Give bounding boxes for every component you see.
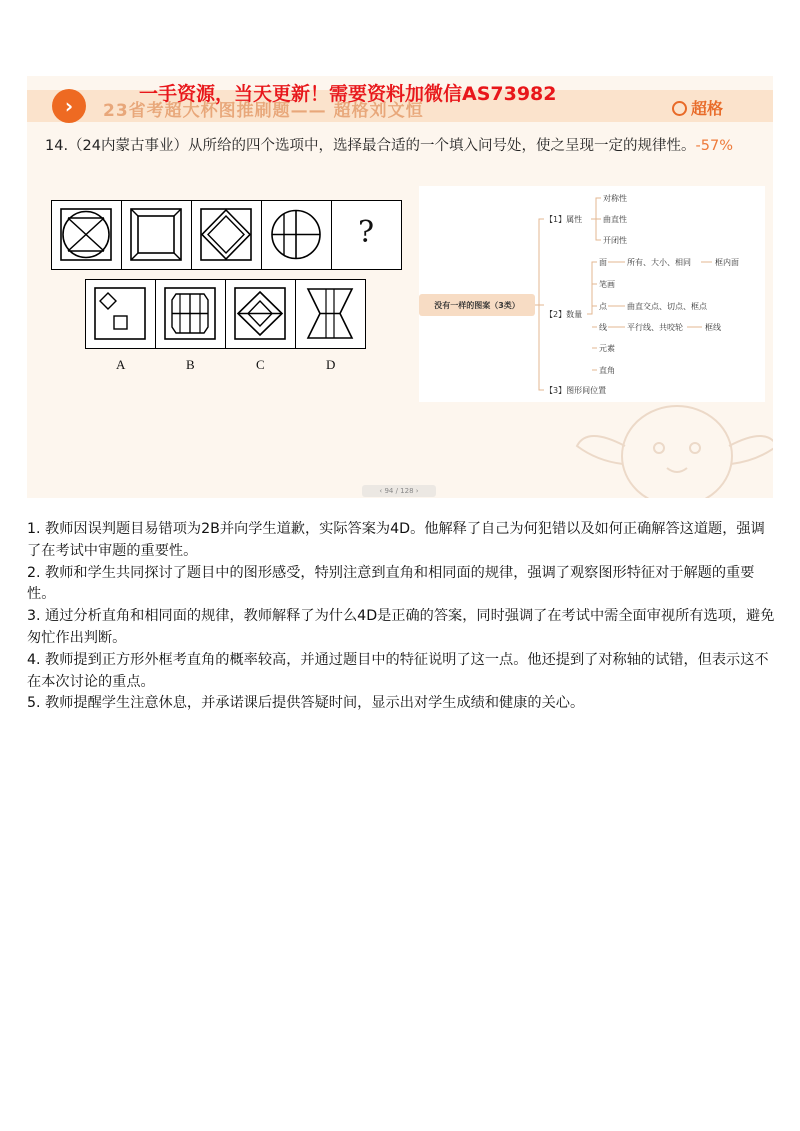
note-item: 2. 教师和学生共同探讨了题目中的图形感受，特别注意到直角和相同面的规律，强调了观察图形特征对于解题的重要性。 [27,564,755,603]
mm-item-curvature: 曲直性 [603,215,627,224]
question-body: 14.（24内蒙古事业）从所给的四个选项中，选择最合适的一个填入问号处，使之呈现一定的规律性。 [45,138,696,154]
brand-logo [672,96,723,119]
summary-notes [27,519,775,715]
option-c[interactable] [225,279,296,349]
mm-item-right-angle: 直角 [599,366,615,375]
mm-face-detail: 所有、大小、相同 [627,258,691,267]
mm-item-stroke: 笔画 [599,280,615,289]
mind-map [419,186,765,402]
figure-1-graphic [52,201,120,268]
mm-branch-quantity: 【2】数量 [545,310,583,319]
figure-2-graphic [122,201,190,268]
option-label-a: A [116,357,126,372]
option-a[interactable] [85,279,156,349]
mm-line-detail: 平行线、共咬轮 [627,323,683,332]
figure-2 [121,200,192,270]
figure-3-graphic [192,201,260,268]
mm-branch-position: 【3】图形间位置 [545,386,607,395]
question-rate: -57% [695,138,733,154]
note-item: 5. 教师提醒学生注意休息，并承诺课后提供答疑时间，显示出对学生成绩和健康的关心。 [27,695,585,712]
brand-name: 超格 [690,99,723,118]
option-a-graphic [86,280,154,347]
mm-item-symmetry: 对称性 [603,194,627,203]
mascot-watermark-icon [567,376,773,498]
note-item: 3. 通过分析直角和相同面的规律，教师解释了为什么4D是正确的答案，同时强调了在考试中需全面审视所有选项，避免匆忙作出判断。 [27,608,775,646]
option-b-graphic [156,280,224,347]
option-label-b: B [186,357,195,372]
course-title: 23省考超大杯图推刷题—— 超格刘文恒 [103,101,424,121]
option-c-graphic [226,280,294,347]
mm-branch-attribute: 【1】属性 [545,215,583,224]
mm-item-point: 点 [599,302,607,311]
page-indicator[interactable]: ‹ 94 / 128 › [362,485,436,497]
figure-1 [51,200,122,270]
mm-line-extra: 框线 [705,323,721,332]
mm-item-line: 线 [599,323,607,332]
mm-item-openness: 开闭性 [603,236,627,245]
figure-4 [261,200,332,270]
mm-item-element: 元素 [599,344,615,353]
note-item: 1. 教师因误判题目易错项为2B并向学生道歉，实际答案为4D。他解释了自己为何犯错以及如何正确解答这道题，强调了在考试中审题的重要性。 [27,521,765,559]
option-label-d: D [326,357,336,372]
watermark-text: 一手资源，当天更新！需要资料加微信AS73982 [139,83,557,105]
slide-screenshot [27,76,773,498]
option-label-c: C [256,357,265,372]
question-text [45,134,745,158]
next-arrow-icon[interactable]: › [52,89,86,123]
mm-item-face: 面 [599,258,607,267]
figure-3 [191,200,262,270]
question-mark-cell [331,200,402,270]
mind-map-root: 没有一样的图案（3类） [419,294,535,316]
question-mark: ? [358,215,375,250]
option-d-graphic [296,280,364,347]
mm-face-extra: 框内面 [715,258,739,267]
mm-point-detail: 曲直交点、切点、框点 [627,302,707,311]
option-d[interactable] [295,279,366,349]
note-item: 4. 教师提到正方形外框考直角的概率较高，并通过题目中的特征说明了这一点。他还提到了对称轴的试错，但表示这不在本次讨论的重点。 [27,651,769,690]
brand-g-icon [672,101,687,116]
option-b[interactable] [155,279,226,349]
figure-4-graphic [262,201,330,268]
